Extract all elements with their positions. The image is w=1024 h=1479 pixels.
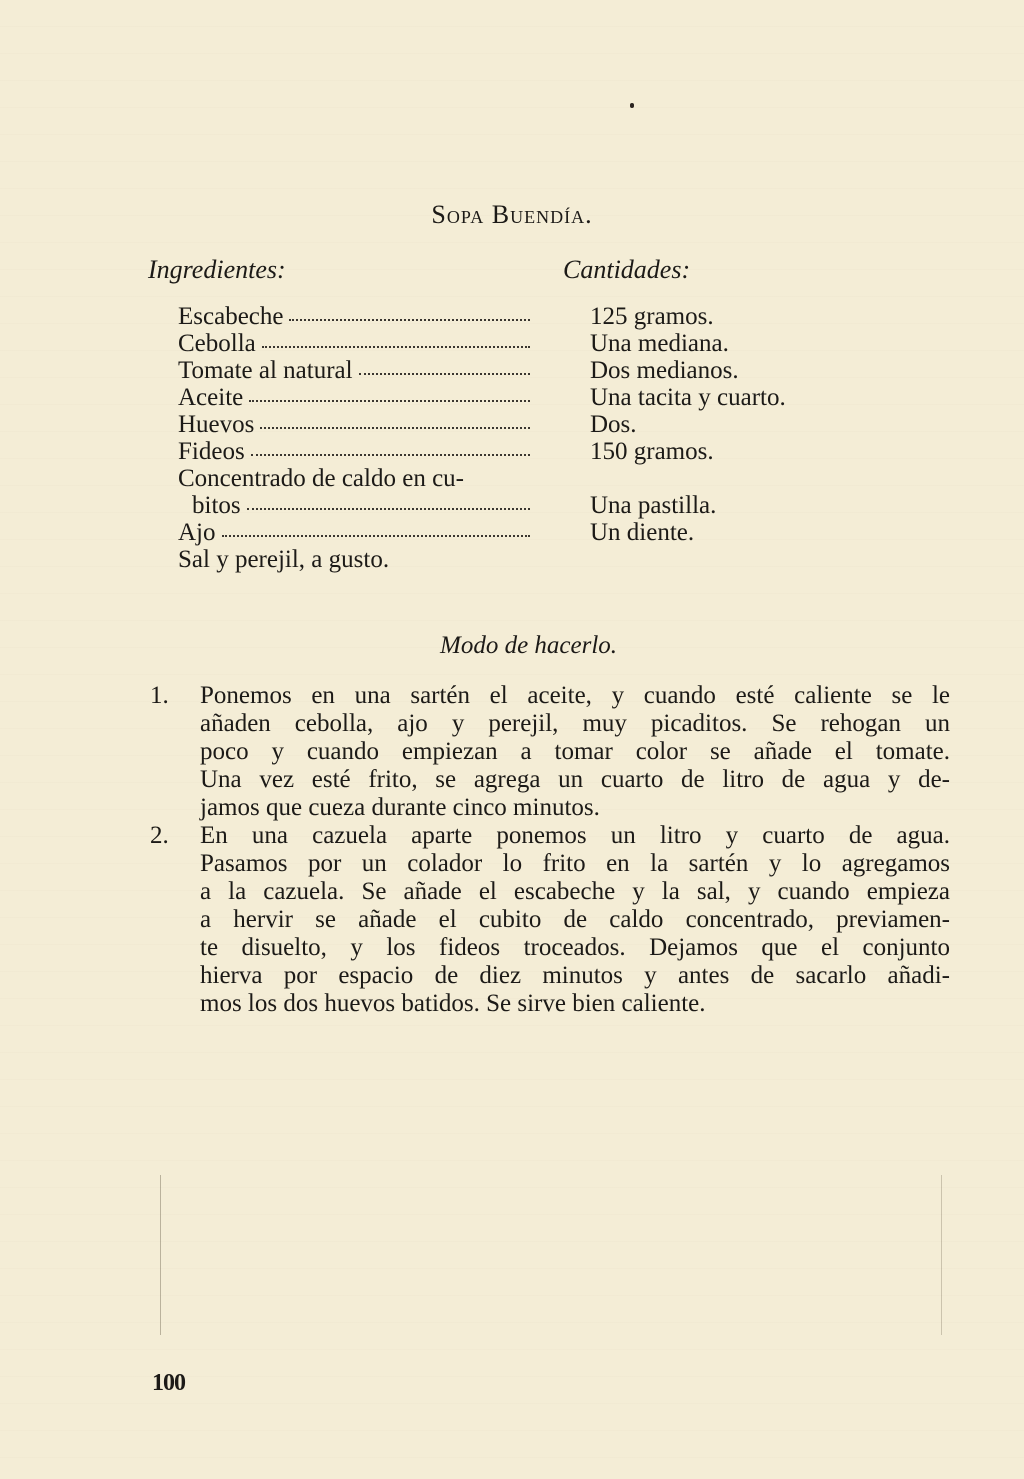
- ingredient-row: [178, 303, 530, 330]
- step-line: te disuelto, y los fideos troceados. Dejamos que el conjunto: [200, 934, 950, 961]
- step-line: jamos que cueza durante cinco minutos.: [200, 794, 600, 821]
- faded-frame: [160, 1175, 942, 1335]
- method-steps: [150, 682, 950, 1018]
- step-number: 2.: [150, 822, 169, 849]
- ingredient-row: [178, 357, 530, 384]
- page-number: 100: [152, 1370, 185, 1396]
- quantity-row: [590, 465, 786, 492]
- ingredient-name: bitos: [192, 492, 241, 519]
- dot-leader: [247, 507, 530, 510]
- step-line: hierva por espacio de diez minutos y antes de sacarlo añadi-: [200, 962, 950, 989]
- ingredient-row: [178, 519, 530, 546]
- ingredient-row: [178, 492, 530, 519]
- ingredient-name: Concentrado de caldo en cu-: [178, 465, 464, 492]
- step-text: [200, 822, 950, 1018]
- step-text: [200, 682, 950, 822]
- ingredient-row: [178, 411, 530, 438]
- quantities-list: [590, 303, 786, 546]
- step-line: Una vez esté frito, se agrega un cuarto de litro de agua y de-: [200, 766, 950, 793]
- method-step: [150, 822, 950, 1018]
- ingredient-name: Ajo: [178, 519, 216, 546]
- quantity-row: 150 gramos.: [590, 438, 714, 465]
- ingredient-row: [178, 465, 530, 492]
- step-line: poco y cuando empiezan a tomar color se añade el tomate.: [200, 738, 950, 765]
- ingredient-row: [178, 330, 530, 357]
- ingredient-name: Huevos: [178, 411, 255, 438]
- step-number: 1.: [150, 682, 169, 709]
- ingredients-list: [178, 303, 530, 573]
- recipe-title: Sopa Buendía.: [431, 200, 593, 229]
- step-line: Ponemos en una sartén el aceite, y cuando esté caliente se le: [200, 682, 950, 709]
- step-line: mos los dos huevos batidos. Se sirve bien caliente.: [200, 990, 706, 1017]
- ingredient-name: Fideos: [178, 438, 245, 465]
- quantities-header: Cantidades:: [563, 255, 691, 284]
- method-step: [150, 682, 950, 822]
- dot-leader: [260, 426, 530, 429]
- quantity-row: 125 gramos.: [590, 303, 714, 330]
- dot-leader: [251, 453, 530, 456]
- ingredient-row: [178, 438, 530, 465]
- quantity-row: Un diente.: [590, 519, 695, 546]
- step-line: En una cazuela aparte ponemos un litro y cuarto de agua.: [200, 822, 950, 849]
- ingredient-name: Sal y perejil, a gusto.: [178, 546, 390, 573]
- step-line: añaden cebolla, ajo y perejil, muy picaditos. Se rehogan un: [200, 710, 950, 737]
- ingredient-name: Escabeche: [178, 303, 284, 330]
- dot-leader: [222, 534, 531, 537]
- quantity-row: Una pastilla.: [590, 492, 717, 519]
- dot-leader: [262, 345, 530, 348]
- ingredient-name: Aceite: [178, 384, 244, 411]
- ingredient-name: Cebolla: [178, 330, 256, 357]
- ink-speck: [630, 103, 634, 108]
- quantity-row: Dos.: [590, 411, 637, 438]
- step-line: a la cazuela. Se añade el escabeche y la sal, y cuando empieza: [200, 878, 950, 905]
- ingredient-name: Tomate al natural: [178, 357, 353, 384]
- ingredients-header: Ingredientes:: [148, 255, 286, 284]
- dot-leader: [359, 372, 530, 375]
- quantity-row: Dos medianos.: [590, 357, 739, 384]
- ingredient-row: [178, 546, 530, 573]
- quantity-row: Una tacita y cuarto.: [590, 384, 786, 411]
- quantity-row: Una mediana.: [590, 330, 729, 357]
- dot-leader: [249, 399, 530, 402]
- dot-leader: [289, 318, 530, 321]
- step-line: a hervir se añade el cubito de caldo concentrado, previamen-: [200, 906, 950, 933]
- method-title: Modo de hacerlo.: [440, 632, 618, 659]
- step-line: Pasamos por un colador lo frito en la sartén y lo agregamos: [200, 850, 950, 877]
- ingredient-row: [178, 384, 530, 411]
